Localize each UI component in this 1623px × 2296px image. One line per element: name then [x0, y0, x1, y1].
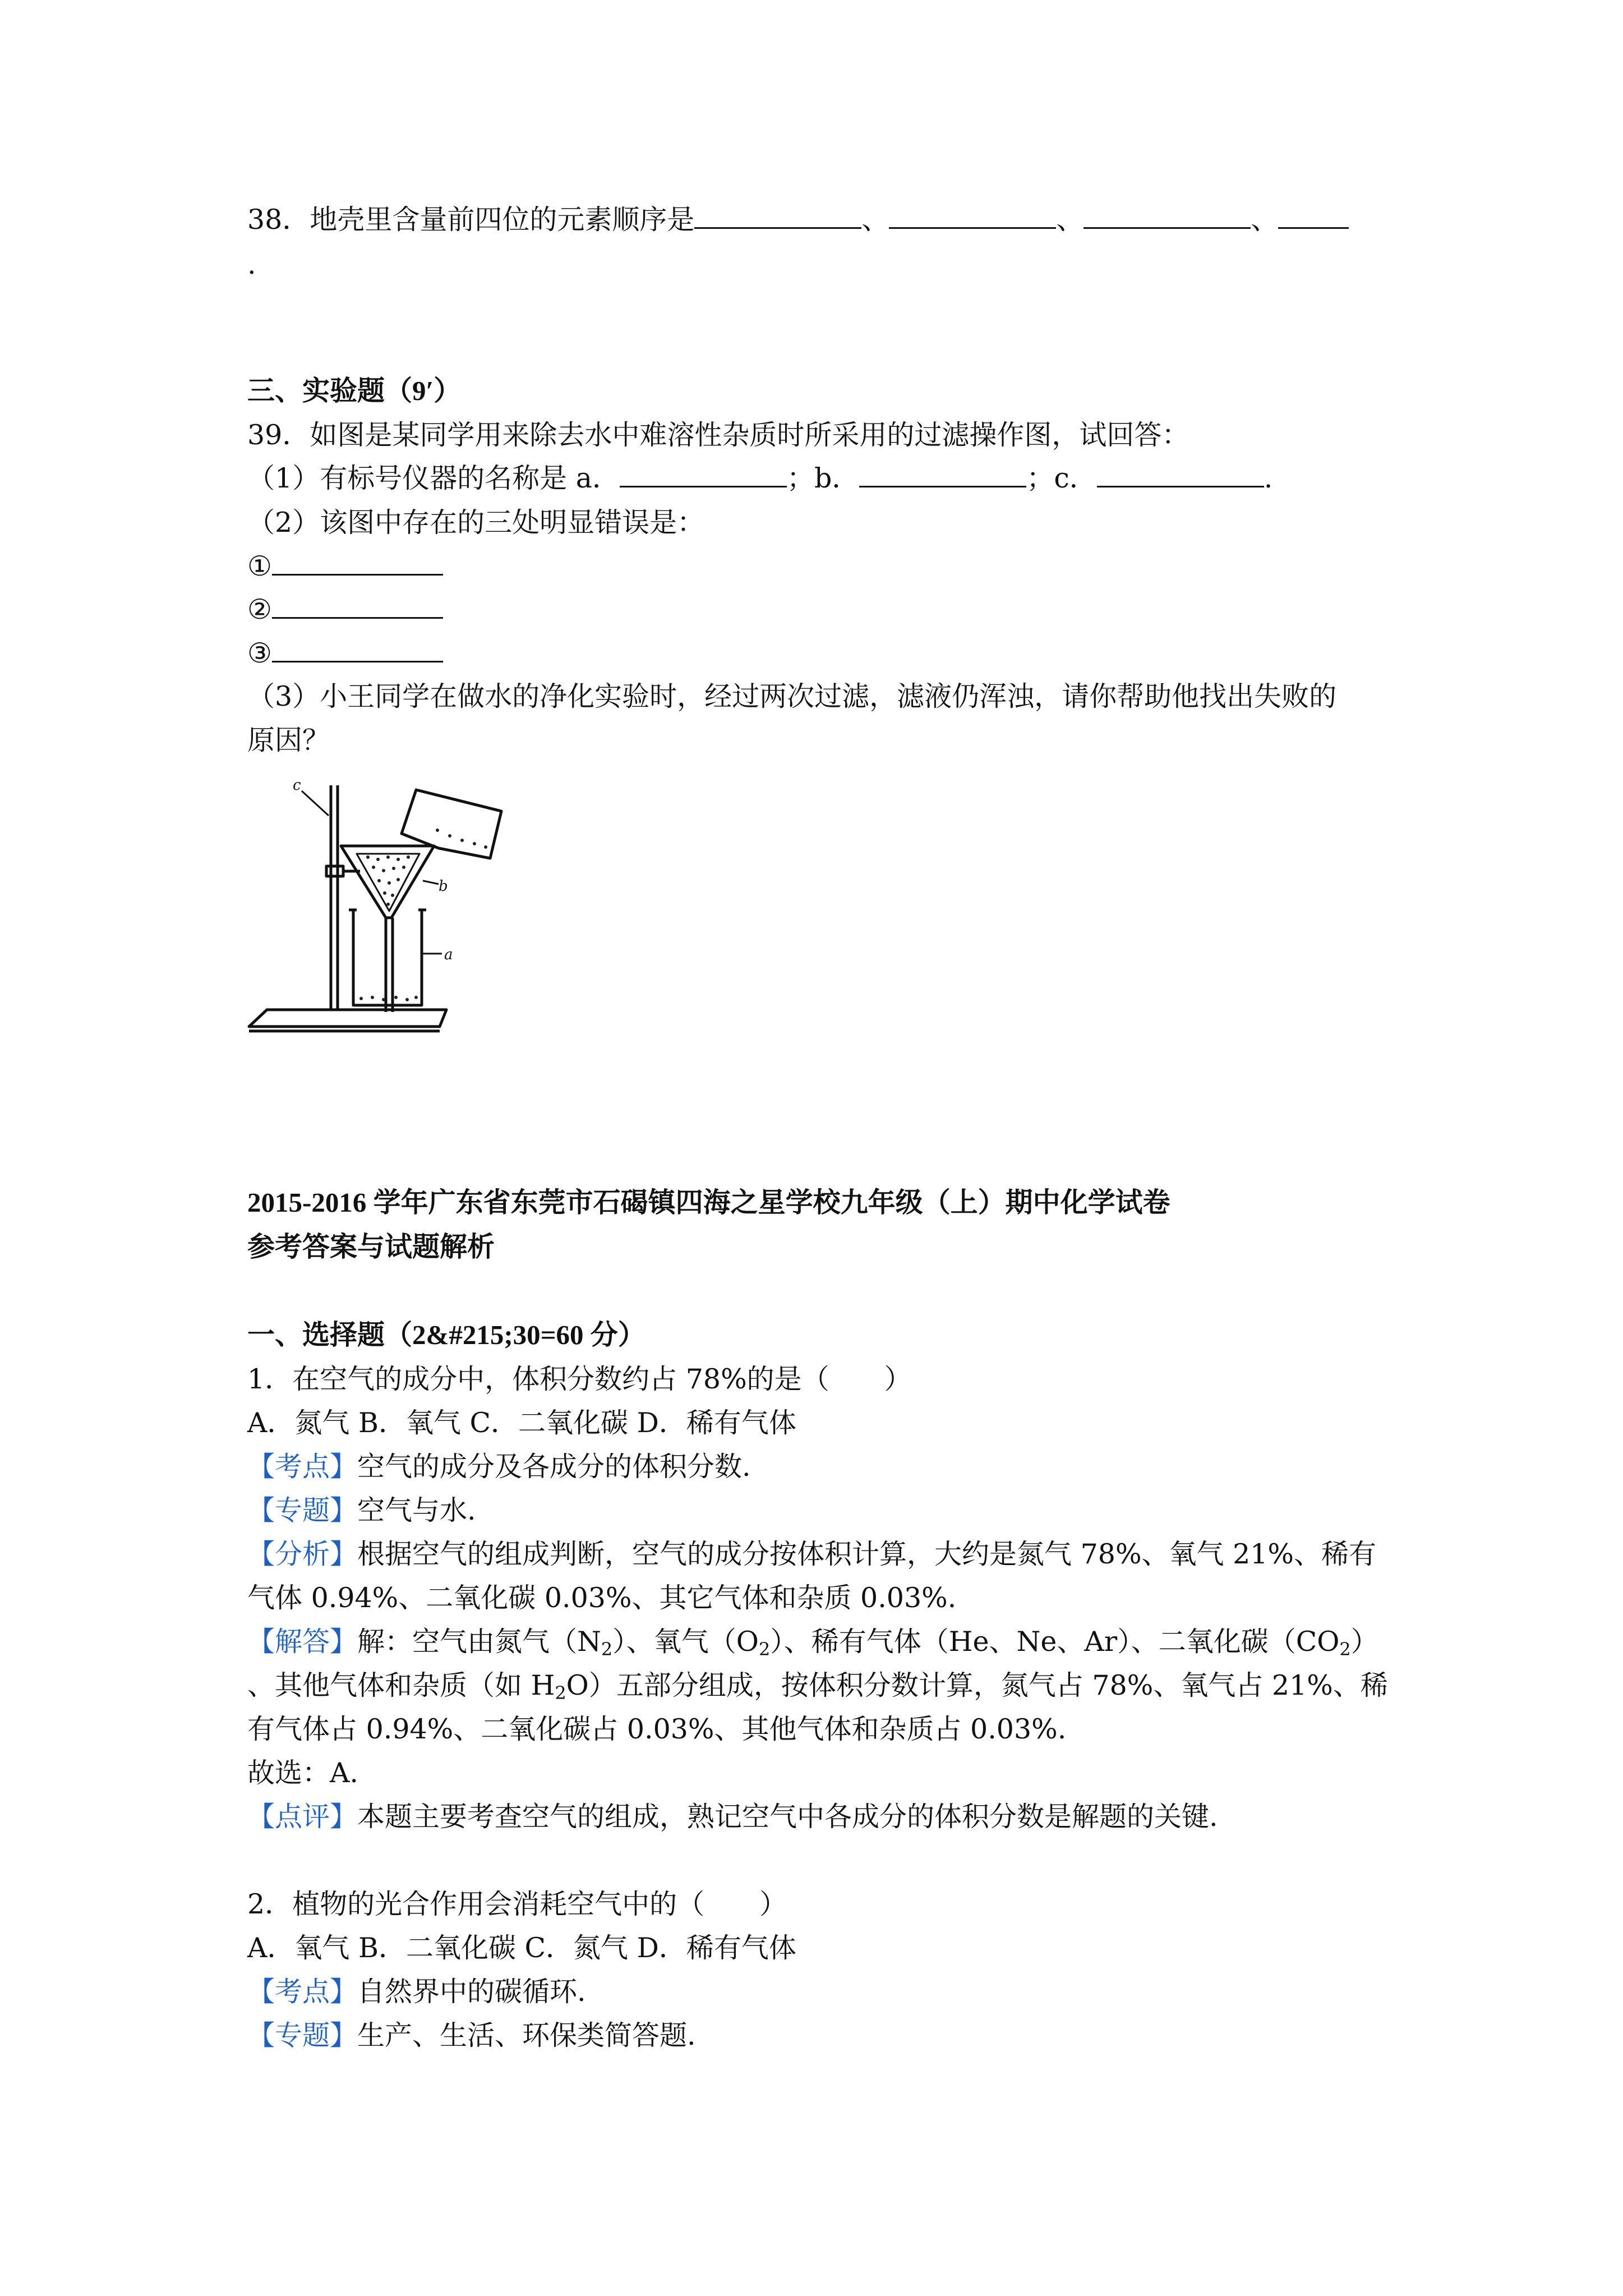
q1-fenxi-1: 【分析】根据空气的组成判断，空气的成分按体积计算，大约是氮气 78%、氧气 21%、稀有 — [247, 1538, 1376, 1570]
q2-zhuanti: 【专题】生产、生活、环保类简答题. — [247, 2019, 696, 2051]
q38-blank-2[interactable] — [889, 203, 1056, 229]
zhuanti-tag: 【专题】 — [247, 1494, 358, 1526]
answer-subtitle: 参考答案与试题解析 — [247, 1231, 495, 1262]
q39-error-1-blank[interactable] — [272, 549, 443, 576]
q1-options: A．氮气 B．氧气 C．二氧化碳 D．稀有气体 — [247, 1407, 796, 1439]
label-c: c — [293, 777, 301, 794]
q2-kaodian: 【考点】自然界中的碳循环. — [247, 1976, 586, 2008]
q39-error-2: ② — [247, 587, 443, 632]
q1-answer: 故选：A. — [247, 1757, 358, 1789]
answer-title: 2015-2016 学年广东省东莞市石碣镇四海之星学校九年级（上）期中化学试卷 — [247, 1187, 1170, 1218]
stand-base — [249, 1010, 446, 1027]
q39-error-3: ③ — [247, 631, 443, 676]
q39-stem: 39．如图是某同学用来除去水中难溶性杂质时所采用的过滤操作图，试回答： — [247, 419, 1189, 451]
q1-jieda-3: 有气体占 0.94%、二氧化碳占 0.03%、其他气体和杂质占 0.03%. — [247, 1713, 1067, 1745]
dianping-tag: 【点评】 — [247, 1801, 358, 1833]
q1-jieda-1: 【解答】解：空气由氮气$(N_2)$、氧气$(O_2)$、稀有气体（He、Ne、Ar）、二氧化碳$(CO_2)$ — [247, 1626, 1378, 1660]
q2-options: A．氧气 B．二氧化碳 C．氮气 D．稀有气体 — [247, 1932, 796, 1964]
q38-blank-4[interactable] — [1278, 203, 1349, 229]
q38-end: . — [247, 249, 256, 280]
q39-error-1: ① — [247, 544, 443, 589]
jieda-tag: 【解答】 — [247, 1626, 358, 1658]
q1-jieda-2: 、其他气体和杂质（如 $H_2O$）五部分组成，按体积分数计算，氮气占 78%、氧气占 21%、稀 — [247, 1669, 1388, 1704]
kaodian-tag: 【考点】 — [247, 1451, 358, 1483]
q38-blank-3[interactable] — [1083, 203, 1251, 229]
label-a: a — [444, 946, 453, 963]
beaker — [353, 910, 422, 1005]
fenxi-tag: 【分析】 — [247, 1538, 358, 1570]
q1-stem: 1．在空气的成分中，体积分数约占 78%的是（ ） — [247, 1363, 912, 1395]
q2-stem: 2．植物的光合作用会消耗空气中的（ ） — [247, 1888, 787, 1920]
filtration-apparatus-figure — [241, 763, 555, 1055]
q39-part2: （2）该图中存在的三处明显错误是： — [247, 507, 705, 539]
q38-text: 38．地壳里含量前四位的元素顺序是 — [247, 204, 695, 236]
section-1-heading: 一、选择题（2&#215;30=60 分） — [247, 1319, 645, 1350]
q39-part1: （1）有标号仪器的名称是 a． ；b． ；c． . — [247, 462, 1273, 494]
label-b: b — [439, 878, 448, 895]
zhuanti-tag: 【专题】 — [247, 2019, 358, 2051]
q39-blank-a[interactable] — [620, 461, 787, 487]
q39-blank-b[interactable] — [859, 461, 1026, 487]
q39-blank-c[interactable] — [1097, 461, 1264, 487]
section-3-heading: 三、实验题（9′） — [247, 375, 462, 406]
q39-error-3-blank[interactable] — [272, 636, 443, 662]
q38-blank-1[interactable] — [694, 203, 861, 229]
q1-fenxi-2: 气体 0.94%、二氧化碳 0.03%、其它气体和杂质 0.03%. — [247, 1582, 957, 1614]
ring-clamp — [326, 866, 343, 876]
q1-zhuanti: 【专题】空气与水. — [247, 1494, 476, 1526]
q38-line: 38．地壳里含量前四位的元素顺序是 、 、 、 — [247, 197, 1349, 242]
q39-error-2-blank[interactable] — [272, 592, 443, 619]
q39-part3-line1: （3）小王同学在做水的净化实验时，经过两次过滤，滤液仍浑浊，请你帮助他找出失败的 — [247, 680, 1337, 712]
q1-dianping: 【点评】本题主要考查空气的组成，熟记空气中各成分的体积分数是解题的关键. — [247, 1801, 1218, 1833]
kaodian-tag: 【考点】 — [247, 1976, 358, 2008]
q1-kaodian: 【考点】空气的成分及各成分的体积分数. — [247, 1451, 751, 1483]
q39-part3-line2: 原因？ — [247, 724, 330, 756]
